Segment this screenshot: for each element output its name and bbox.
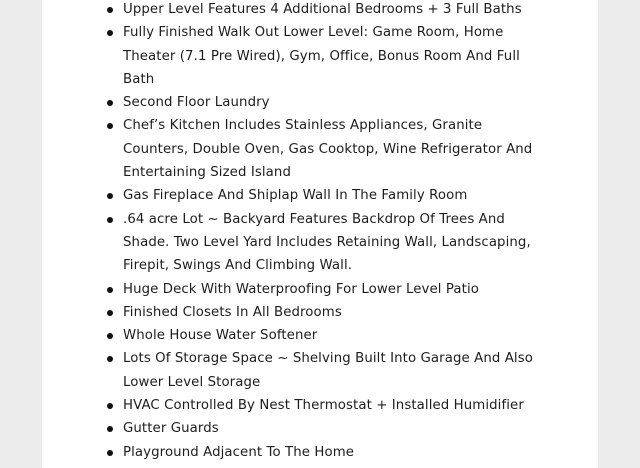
list-item (81, 441, 551, 464)
list-item-text: Second Floor Laundry (123, 95, 270, 111)
list-item-text: HVAC Controlled By Nest Thermostat + Installed Humidifier (123, 398, 524, 414)
list-item-text: Playground Adjacent To The Home (123, 444, 355, 460)
bullet-icon (107, 287, 113, 293)
feature-list (81, 0, 551, 464)
list-item (81, 114, 551, 184)
list-item-text: .64 acre Lot ~ Backyard Features Backdrop Of Trees And Shade. Two Level Yard Includes Retaining Wall, Landscaping, Firepit, Swings And Climbing Wall. (123, 211, 531, 274)
list-item (81, 278, 551, 301)
list-item (81, 184, 551, 207)
list-item-text: Gas Fireplace And Shiplap Wall In The Family Room (123, 188, 468, 204)
list-item-text: Upper Level Features 4 Additional Bedrooms + 3 Full Baths (123, 2, 522, 17)
list-item (81, 91, 551, 114)
bullet-icon (107, 30, 113, 36)
list-item (81, 301, 551, 324)
list-item (81, 208, 551, 278)
list-item-text: Gutter Guards (123, 421, 219, 437)
list-item (81, 417, 551, 440)
bullet-icon (107, 426, 113, 432)
list-item-text: Fully Finished Walk Out Lower Level: Game Room, Home Theater (7.1 Pre Wired), Gym, Office, Bonus Room And Full Bath (123, 25, 520, 87)
bullet-icon (107, 217, 113, 223)
list-item (81, 347, 551, 394)
list-item-text: Lots Of Storage Space ~ Shelving Built Into Garage And Also Lower Level Storage (123, 351, 533, 390)
bullet-icon (107, 123, 113, 129)
bullet-icon (107, 310, 113, 316)
bullet-icon (107, 100, 113, 106)
list-item-text: Finished Closets In All Bedrooms (123, 304, 342, 320)
bullet-icon (107, 356, 113, 362)
bullet-icon (107, 403, 113, 409)
bullet-icon (107, 450, 113, 456)
list-item-text: Huge Deck With Waterproofing For Lower Level Patio (123, 281, 480, 297)
list-item (81, 21, 551, 91)
bullet-icon (107, 7, 113, 13)
bullet-icon (107, 193, 113, 199)
bullet-icon (107, 333, 113, 339)
list-item-text: Chef’s Kitchen Includes Stainless Appliances, Granite Counters, Double Oven, Gas Cooktop, Wine Refrigerator And Entertaining Sized Island (123, 118, 533, 181)
list-item (81, 324, 551, 347)
list-item (81, 394, 551, 417)
list-item (81, 0, 551, 21)
list-item-text: Whole House Water Softener (123, 328, 318, 344)
